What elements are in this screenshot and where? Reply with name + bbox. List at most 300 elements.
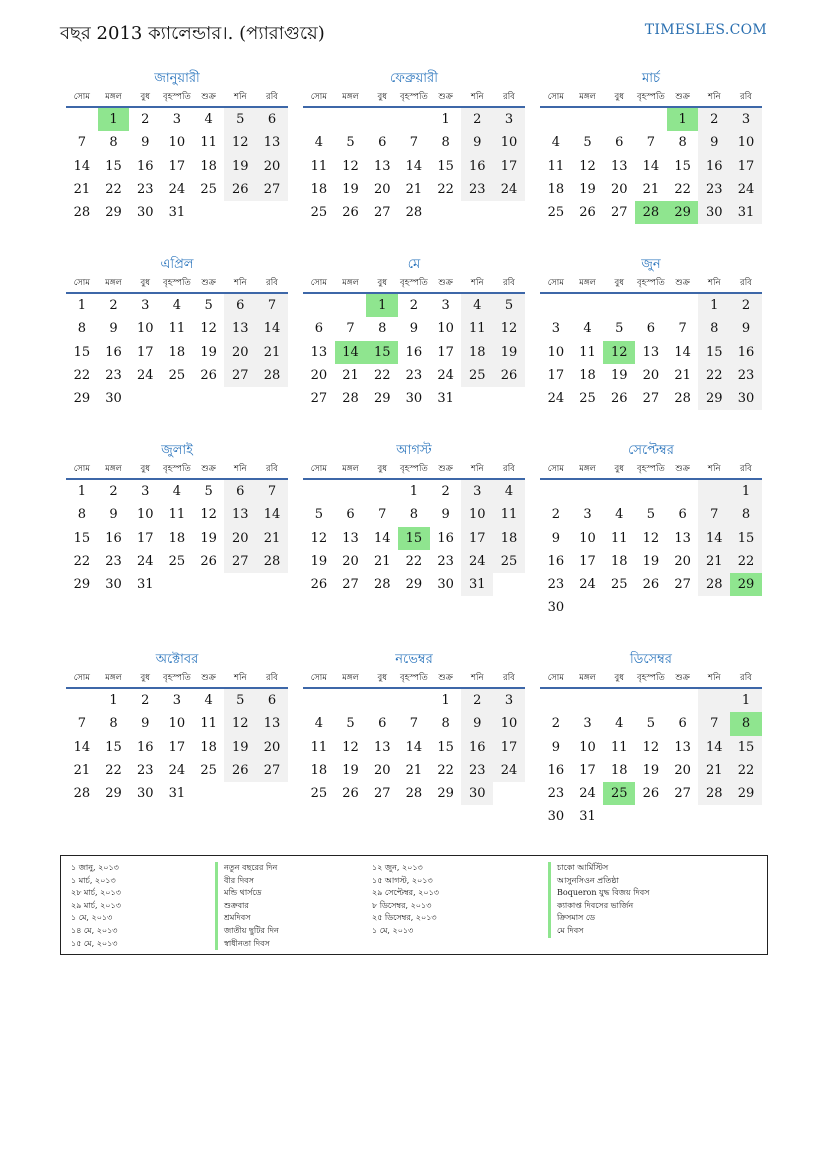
- day-cell: 16: [730, 341, 762, 364]
- weekday-label: বৃহস্পতি: [637, 92, 665, 102]
- day-cell: 10: [168, 135, 186, 151]
- day-grid: [303, 294, 525, 410]
- day-cell: 7: [698, 712, 730, 735]
- day-cell: 1: [409, 484, 419, 499]
- day-cell: 21: [698, 759, 730, 782]
- legend-date: ১৫ আগস্ট, ২০১৩: [372, 875, 433, 885]
- holiday-day-cell: 29: [667, 201, 699, 224]
- empty-cell: [603, 480, 635, 503]
- legend-date: ৮ ডিসেম্বর, ২০১৩: [372, 900, 432, 910]
- weekday-label: সোম: [547, 673, 564, 683]
- holiday-day-cell: 29: [730, 573, 762, 596]
- day-cell: 17: [493, 736, 525, 759]
- weekday-header: [303, 88, 525, 108]
- day-cell: 16: [405, 344, 423, 360]
- day-cell: 24: [168, 762, 186, 778]
- day-cell: 22: [405, 553, 423, 569]
- day-cell: 30: [437, 577, 454, 593]
- day-cell: 19: [310, 553, 328, 569]
- day-cell: 17: [168, 739, 186, 755]
- day-cell: 12: [493, 317, 525, 340]
- day-cell: 5: [646, 716, 656, 732]
- day-cell: 14: [405, 158, 423, 174]
- day-cell: 25: [200, 762, 217, 778]
- day-cell: 21: [342, 367, 359, 383]
- day-cell: 22: [437, 181, 454, 197]
- day-cell: 4: [615, 716, 624, 732]
- day-cell: 2: [109, 298, 118, 313]
- day-cell: 28: [698, 573, 730, 596]
- weekday-label: শনি: [471, 464, 484, 474]
- empty-cell: [66, 108, 98, 131]
- day-cell: 9: [141, 716, 150, 732]
- day-cell: 22: [730, 550, 762, 573]
- month-block: [303, 256, 525, 410]
- day-cell: 23: [136, 181, 154, 197]
- empty-cell: [398, 108, 430, 131]
- weekday-label: মঙ্গল: [105, 92, 122, 102]
- legend-holiday-name: জাতীয় ছুটির দিন: [215, 925, 279, 938]
- day-cell: 6: [256, 108, 288, 131]
- day-cell: 7: [77, 716, 86, 732]
- day-cell: 23: [461, 178, 493, 201]
- day-cell: 12: [200, 321, 217, 337]
- day-cell: 5: [346, 716, 355, 732]
- day-cell: 19: [224, 155, 256, 178]
- day-cell: 28: [674, 391, 691, 407]
- day-cell: 26: [610, 391, 628, 407]
- weekday-label: মঙ্গল: [105, 278, 122, 288]
- day-cell: 30: [105, 577, 122, 593]
- day-cell: 28: [342, 391, 359, 407]
- weekday-label: মঙ্গল: [579, 673, 596, 683]
- day-cell: 30: [461, 782, 493, 805]
- legend-holiday-name: Boqueron যুদ্ধ বিজয় দিবস: [548, 887, 649, 900]
- day-grid: [540, 294, 762, 410]
- legend-date-column: [71, 862, 121, 950]
- weekday-label: রবি: [740, 464, 752, 474]
- day-cell: 4: [314, 135, 323, 151]
- day-cell: 20: [342, 553, 359, 569]
- day-cell: 26: [579, 205, 596, 221]
- month-name: ফেব্রুয়ারী: [390, 71, 438, 86]
- day-cell: 12: [642, 530, 660, 546]
- day-cell: 9: [551, 739, 560, 755]
- day-cell: 12: [224, 712, 256, 735]
- month-block: [66, 442, 288, 596]
- weekday-label: বৃহস্পতি: [400, 464, 428, 474]
- day-cell: 16: [461, 736, 493, 759]
- empty-cell: [366, 689, 398, 712]
- day-cell: 25: [547, 205, 565, 221]
- day-cell: 14: [642, 158, 660, 174]
- day-cell: 21: [256, 527, 288, 550]
- day-cell: 30: [547, 809, 565, 825]
- day-cell: 21: [698, 550, 730, 573]
- weekday-label: শুক্র: [201, 673, 216, 683]
- day-cell: 19: [200, 344, 217, 360]
- weekday-label: শনি: [708, 673, 721, 683]
- day-cell: 3: [461, 480, 493, 503]
- weekday-label: বুধ: [614, 673, 624, 683]
- day-cell: 1: [698, 294, 730, 317]
- month-block: [66, 651, 288, 805]
- day-cell: 26: [493, 364, 525, 387]
- day-cell: 7: [378, 507, 387, 523]
- day-cell: 26: [224, 759, 256, 782]
- day-cell: 27: [373, 205, 391, 221]
- legend-date: ১৫ মে, ২০১৩: [71, 938, 118, 948]
- day-grid: [66, 480, 288, 596]
- day-cell: 16: [136, 739, 154, 755]
- day-cell: 10: [579, 739, 596, 755]
- day-cell: 7: [256, 480, 288, 503]
- day-cell: 4: [461, 294, 493, 317]
- day-cell: 30: [405, 391, 423, 407]
- day-cell: 13: [256, 712, 288, 735]
- day-cell: 15: [437, 739, 454, 755]
- day-cell: 18: [461, 341, 493, 364]
- day-cell: 17: [579, 762, 596, 778]
- day-cell: 8: [77, 507, 86, 523]
- weekday-label: বৃহস্পতি: [400, 92, 428, 102]
- day-cell: 7: [256, 294, 288, 317]
- day-grid: [66, 294, 288, 410]
- weekday-label: রবি: [266, 92, 278, 102]
- day-cell: 8: [409, 507, 419, 523]
- day-cell: 6: [646, 321, 656, 337]
- legend-date: ১ জানু, ২০১৩: [71, 863, 119, 872]
- day-cell: 19: [642, 553, 660, 569]
- holiday-legend: [60, 855, 768, 955]
- day-cell: 20: [224, 341, 256, 364]
- day-cell: 24: [730, 178, 762, 201]
- day-cell: 16: [437, 530, 454, 546]
- legend-date: ১ মে, ২০১৩: [71, 913, 113, 923]
- day-cell: 16: [105, 344, 122, 360]
- day-cell: 27: [342, 577, 359, 593]
- day-cell: 20: [310, 367, 328, 383]
- day-cell: 15: [730, 736, 762, 759]
- day-grid: [303, 480, 525, 596]
- weekday-label: বুধ: [614, 92, 624, 102]
- day-cell: 12: [342, 739, 359, 755]
- day-cell: 12: [342, 158, 359, 174]
- day-grid: [66, 689, 288, 805]
- day-cell: 3: [141, 298, 150, 313]
- day-cell: 10: [547, 344, 565, 360]
- day-cell: 24: [579, 577, 596, 593]
- day-cell: 14: [73, 158, 91, 174]
- weekday-label: সোম: [310, 278, 327, 288]
- day-cell: 23: [136, 762, 154, 778]
- day-cell: 19: [224, 736, 256, 759]
- weekday-label: বুধ: [377, 278, 387, 288]
- legend-holiday-name: ক্যাকাপ্ত দিবসের ভার্জিন: [548, 900, 649, 913]
- day-cell: 9: [141, 135, 150, 151]
- day-cell: 29: [105, 205, 122, 221]
- legend-holiday-name: মন্ডি থার্সডে: [215, 887, 279, 900]
- day-cell: 19: [642, 762, 660, 778]
- weekday-label: রবি: [266, 464, 278, 474]
- day-cell: 29: [405, 577, 423, 593]
- day-cell: 24: [168, 181, 186, 197]
- day-cell: 2: [698, 108, 730, 131]
- legend-date: ২৫ ডিসেম্বর, ২০১৩: [372, 913, 437, 923]
- day-cell: 27: [224, 364, 256, 387]
- day-cell: 18: [310, 181, 328, 197]
- day-cell: 27: [256, 178, 288, 201]
- weekday-label: শুক্র: [675, 464, 690, 474]
- day-cell: 1: [441, 693, 450, 708]
- day-cell: 12: [310, 530, 328, 546]
- day-cell: 10: [461, 503, 493, 526]
- day-cell: 21: [642, 181, 660, 197]
- weekday-label: সোম: [547, 278, 564, 288]
- weekday-header: [66, 88, 288, 108]
- day-cell: 30: [547, 600, 565, 616]
- day-cell: 15: [105, 158, 122, 174]
- page-title: বছর 2013 ক্যালেন্ডার।. (প্যারাগুয়ে): [60, 23, 325, 44]
- day-cell: 8: [441, 135, 450, 151]
- empty-cell: [635, 480, 667, 503]
- day-cell: 21: [73, 762, 91, 778]
- day-cell: 17: [136, 344, 154, 360]
- legend-holiday-name: ক্রিসমাস ডে: [548, 912, 649, 925]
- day-cell: 13: [610, 158, 628, 174]
- day-cell: 14: [256, 317, 288, 340]
- weekday-label: বৃহস্পতি: [400, 673, 428, 683]
- weekday-label: রবি: [740, 92, 752, 102]
- day-cell: 2: [551, 716, 560, 732]
- day-cell: 29: [437, 786, 454, 802]
- day-cell: 20: [373, 762, 391, 778]
- day-cell: 12: [224, 131, 256, 154]
- day-cell: 11: [310, 158, 328, 174]
- day-cell: 13: [342, 530, 359, 546]
- holiday-day-cell: 12: [603, 341, 635, 364]
- day-cell: 24: [136, 553, 154, 569]
- day-cell: 31: [730, 201, 762, 224]
- day-cell: 10: [493, 712, 525, 735]
- day-cell: 19: [342, 762, 359, 778]
- day-cell: 5: [346, 135, 355, 151]
- day-cell: 9: [551, 530, 560, 546]
- day-cell: 11: [168, 321, 186, 337]
- day-cell: 20: [373, 181, 391, 197]
- day-cell: 25: [310, 205, 328, 221]
- month-name: আগস্ট: [396, 443, 432, 458]
- day-cell: 2: [730, 294, 762, 317]
- day-cell: 18: [610, 762, 628, 778]
- day-cell: 23: [547, 577, 565, 593]
- month-name: জানুয়ারী: [154, 71, 200, 86]
- empty-cell: [303, 480, 335, 503]
- weekday-label: শনি: [708, 278, 721, 288]
- day-cell: 15: [105, 739, 122, 755]
- day-cell: 30: [136, 786, 154, 802]
- day-cell: 17: [168, 158, 186, 174]
- weekday-label: মঙ্গল: [105, 464, 122, 474]
- weekday-label: রবি: [503, 464, 515, 474]
- day-cell: 6: [378, 135, 387, 151]
- day-cell: 21: [373, 553, 391, 569]
- day-cell: 20: [610, 181, 628, 197]
- day-cell: 8: [109, 716, 118, 732]
- day-cell: 18: [168, 344, 186, 360]
- day-cell: 24: [136, 367, 154, 383]
- day-cell: 4: [172, 484, 182, 499]
- month-block: [540, 651, 762, 829]
- day-cell: 17: [579, 553, 596, 569]
- day-cell: 29: [373, 391, 391, 407]
- site-link[interactable]: TIMESLES.COM: [644, 22, 767, 38]
- day-cell: 4: [204, 693, 213, 708]
- day-cell: 3: [551, 321, 560, 337]
- month-block: [303, 442, 525, 596]
- empty-cell: [335, 480, 367, 503]
- legend-date: ১৪ মে, ২০১৩: [71, 925, 118, 935]
- legend-date-column: [372, 862, 439, 938]
- weekday-label: বুধ: [614, 464, 624, 474]
- weekday-label: বুধ: [614, 278, 624, 288]
- holiday-day-cell: 8: [730, 712, 762, 735]
- weekday-header: [540, 669, 762, 689]
- day-cell: 9: [109, 507, 118, 523]
- day-cell: 3: [493, 689, 525, 712]
- day-cell: 7: [409, 135, 419, 151]
- day-cell: 6: [678, 507, 687, 523]
- weekday-label: শনি: [234, 673, 247, 683]
- day-cell: 31: [136, 577, 154, 593]
- day-cell: 23: [405, 367, 423, 383]
- day-cell: 26: [224, 178, 256, 201]
- day-cell: 24: [437, 367, 454, 383]
- legend-date: ২৯ সেপ্টেম্বর, ২০১৩: [372, 888, 439, 898]
- day-cell: 2: [141, 112, 150, 127]
- day-cell: 2: [441, 484, 450, 499]
- day-cell: 22: [437, 762, 454, 778]
- day-cell: 16: [105, 530, 122, 546]
- weekday-label: শনি: [234, 464, 247, 474]
- day-cell: 8: [109, 135, 118, 151]
- day-cell: 22: [698, 364, 730, 387]
- day-cell: 1: [730, 689, 762, 712]
- day-cell: 5: [204, 484, 213, 499]
- empty-cell: [635, 294, 667, 317]
- weekday-label: বুধ: [140, 278, 150, 288]
- weekday-label: সোম: [73, 673, 90, 683]
- weekday-label: শনি: [471, 92, 484, 102]
- month-name: অক্টোবর: [155, 652, 199, 667]
- day-cell: 27: [310, 391, 328, 407]
- day-cell: 20: [674, 762, 691, 778]
- day-cell: 19: [493, 341, 525, 364]
- empty-cell: [303, 689, 335, 712]
- day-cell: 28: [256, 550, 288, 573]
- weekday-label: রবি: [503, 673, 515, 683]
- day-cell: 31: [461, 573, 493, 596]
- weekday-label: সোম: [310, 92, 327, 102]
- day-cell: 3: [493, 108, 525, 131]
- day-cell: 27: [224, 550, 256, 573]
- weekday-label: শুক্র: [201, 92, 216, 102]
- day-cell: 17: [136, 530, 154, 546]
- weekday-label: বৃহস্পতি: [400, 278, 428, 288]
- day-cell: 14: [256, 503, 288, 526]
- weekday-header: [303, 460, 525, 480]
- day-cell: 15: [73, 344, 91, 360]
- day-cell: 29: [73, 391, 91, 407]
- day-cell: 9: [409, 321, 419, 337]
- weekday-label: শুক্র: [438, 92, 453, 102]
- day-cell: 18: [200, 739, 217, 755]
- legend-date: ২৯ মার্চ, ২০১৩: [71, 900, 121, 910]
- weekday-header: [66, 274, 288, 294]
- day-cell: 5: [615, 321, 624, 337]
- day-cell: 11: [547, 158, 565, 174]
- empty-cell: [540, 108, 572, 131]
- empty-cell: [398, 689, 430, 712]
- day-cell: 13: [642, 344, 660, 360]
- day-cell: 27: [373, 786, 391, 802]
- day-cell: 22: [373, 367, 391, 383]
- day-cell: 2: [461, 689, 493, 712]
- day-cell: 5: [583, 135, 592, 151]
- day-cell: 17: [461, 527, 493, 550]
- day-cell: 25: [168, 367, 186, 383]
- day-cell: 27: [642, 391, 660, 407]
- day-cell: 7: [77, 135, 86, 151]
- day-cell: 23: [461, 759, 493, 782]
- weekday-label: বৃহস্পতি: [163, 673, 191, 683]
- day-cell: 4: [493, 480, 525, 503]
- weekday-label: সোম: [547, 464, 564, 474]
- day-cell: 16: [136, 158, 154, 174]
- day-cell: 27: [674, 577, 691, 593]
- weekday-label: বৃহস্পতি: [637, 464, 665, 474]
- day-cell: 28: [73, 786, 91, 802]
- month-name: মে: [407, 257, 421, 272]
- day-cell: 20: [224, 527, 256, 550]
- weekday-label: মঙ্গল: [342, 92, 359, 102]
- weekday-label: বৃহস্পতি: [163, 92, 191, 102]
- weekday-label: মঙ্গল: [579, 278, 596, 288]
- day-grid: [303, 108, 525, 224]
- empty-cell: [572, 108, 604, 131]
- day-cell: 10: [136, 321, 154, 337]
- legend-holiday-name: নতুন বছরের দিন: [215, 862, 279, 875]
- day-cell: 16: [547, 553, 565, 569]
- day-cell: 21: [405, 181, 423, 197]
- day-grid: [66, 108, 288, 224]
- day-cell: 8: [378, 321, 387, 337]
- weekday-label: শুক্র: [201, 464, 216, 474]
- day-cell: 5: [204, 298, 213, 313]
- weekday-label: সোম: [73, 92, 90, 102]
- day-cell: 23: [547, 786, 565, 802]
- weekday-label: রবি: [503, 278, 515, 288]
- day-cell: 25: [200, 181, 217, 197]
- day-cell: 1: [77, 298, 86, 313]
- day-cell: 10: [168, 716, 186, 732]
- day-cell: 29: [105, 786, 122, 802]
- empty-cell: [335, 689, 367, 712]
- empty-cell: [603, 108, 635, 131]
- day-cell: 26: [642, 577, 660, 593]
- day-cell: 14: [698, 527, 730, 550]
- day-cell: 6: [224, 480, 256, 503]
